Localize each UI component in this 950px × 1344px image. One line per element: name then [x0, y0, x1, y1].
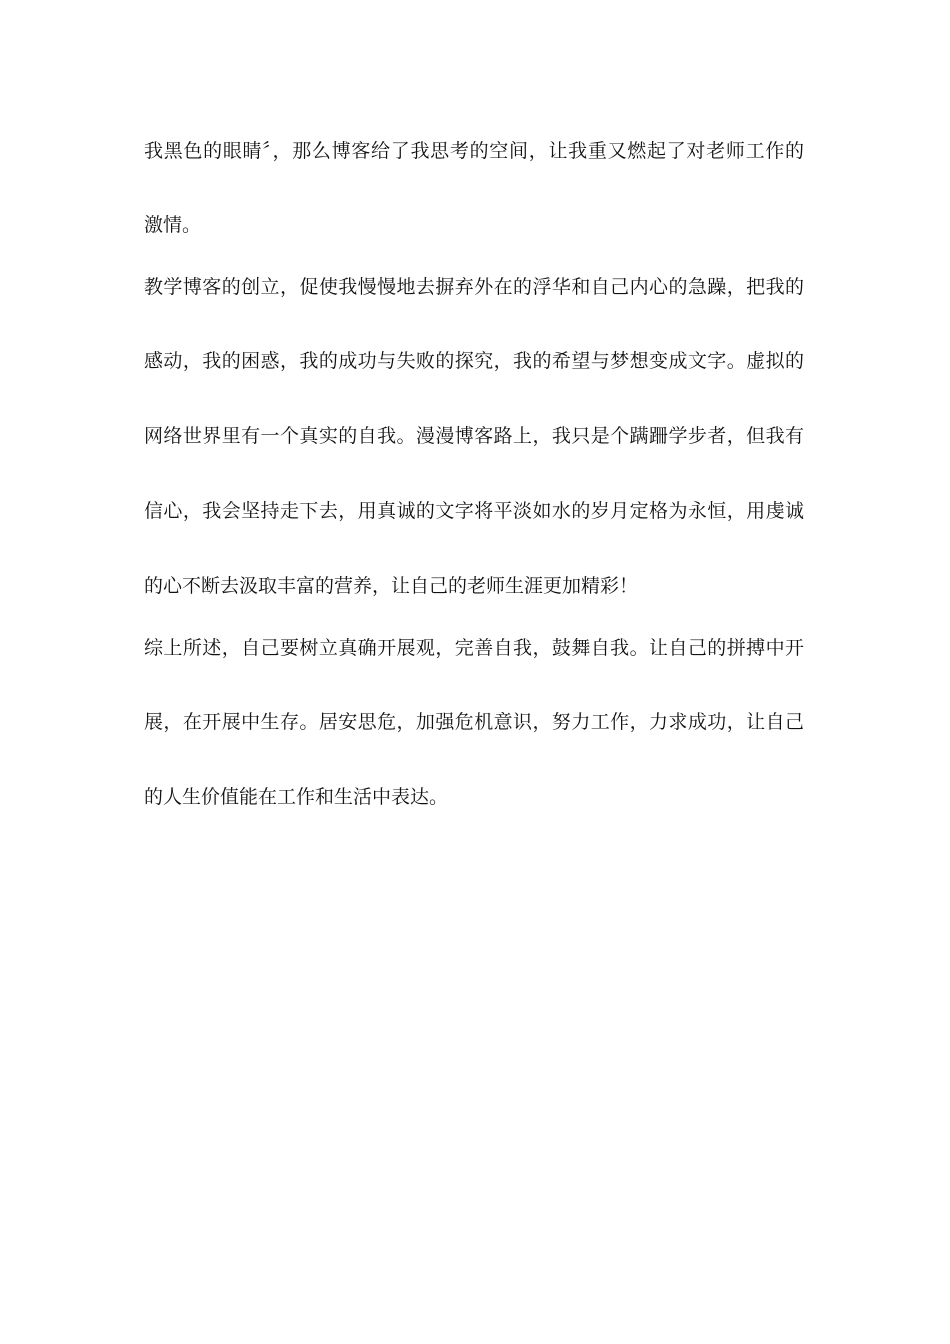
text-line-3: 教学博客的创立，促使我慢慢地去摒弃外在的浮华和自己内心的急躁，把我的 — [144, 276, 804, 298]
text-line-7: 的心不断去汲取丰富的营养，让自己的老师生涯更加精彩！ — [144, 575, 639, 597]
text-line-2: 激情。 — [144, 214, 202, 236]
text-line-1: 我黑色的眼睛〞，那么博客给了我思考的空间，让我重又燃起了对老师工作的 — [144, 140, 804, 162]
text-line-8: 综上所述，自己要树立真确开展观，完善自我，鼓舞自我。让自己的拼搏中开 — [144, 637, 804, 659]
text-line-10: 的人生价值能在工作和生活中表达。 — [144, 786, 449, 808]
text-line-4: 感动，我的困惑，我的成功与失败的探究，我的希望与梦想变成文字。虚拟的 — [144, 350, 804, 372]
text-line-5: 网络世界里有一个真实的自我。漫漫博客路上，我只是个蹒跚学步者，但我有 — [144, 425, 804, 447]
text-line-6: 信心，我会坚持走下去，用真诚的文字将平淡如水的岁月定格为永恒，用虔诚 — [144, 500, 804, 522]
text-line-9: 展，在开展中生存。居安思危，加强危机意识，努力工作，力求成功，让自己 — [144, 711, 804, 733]
